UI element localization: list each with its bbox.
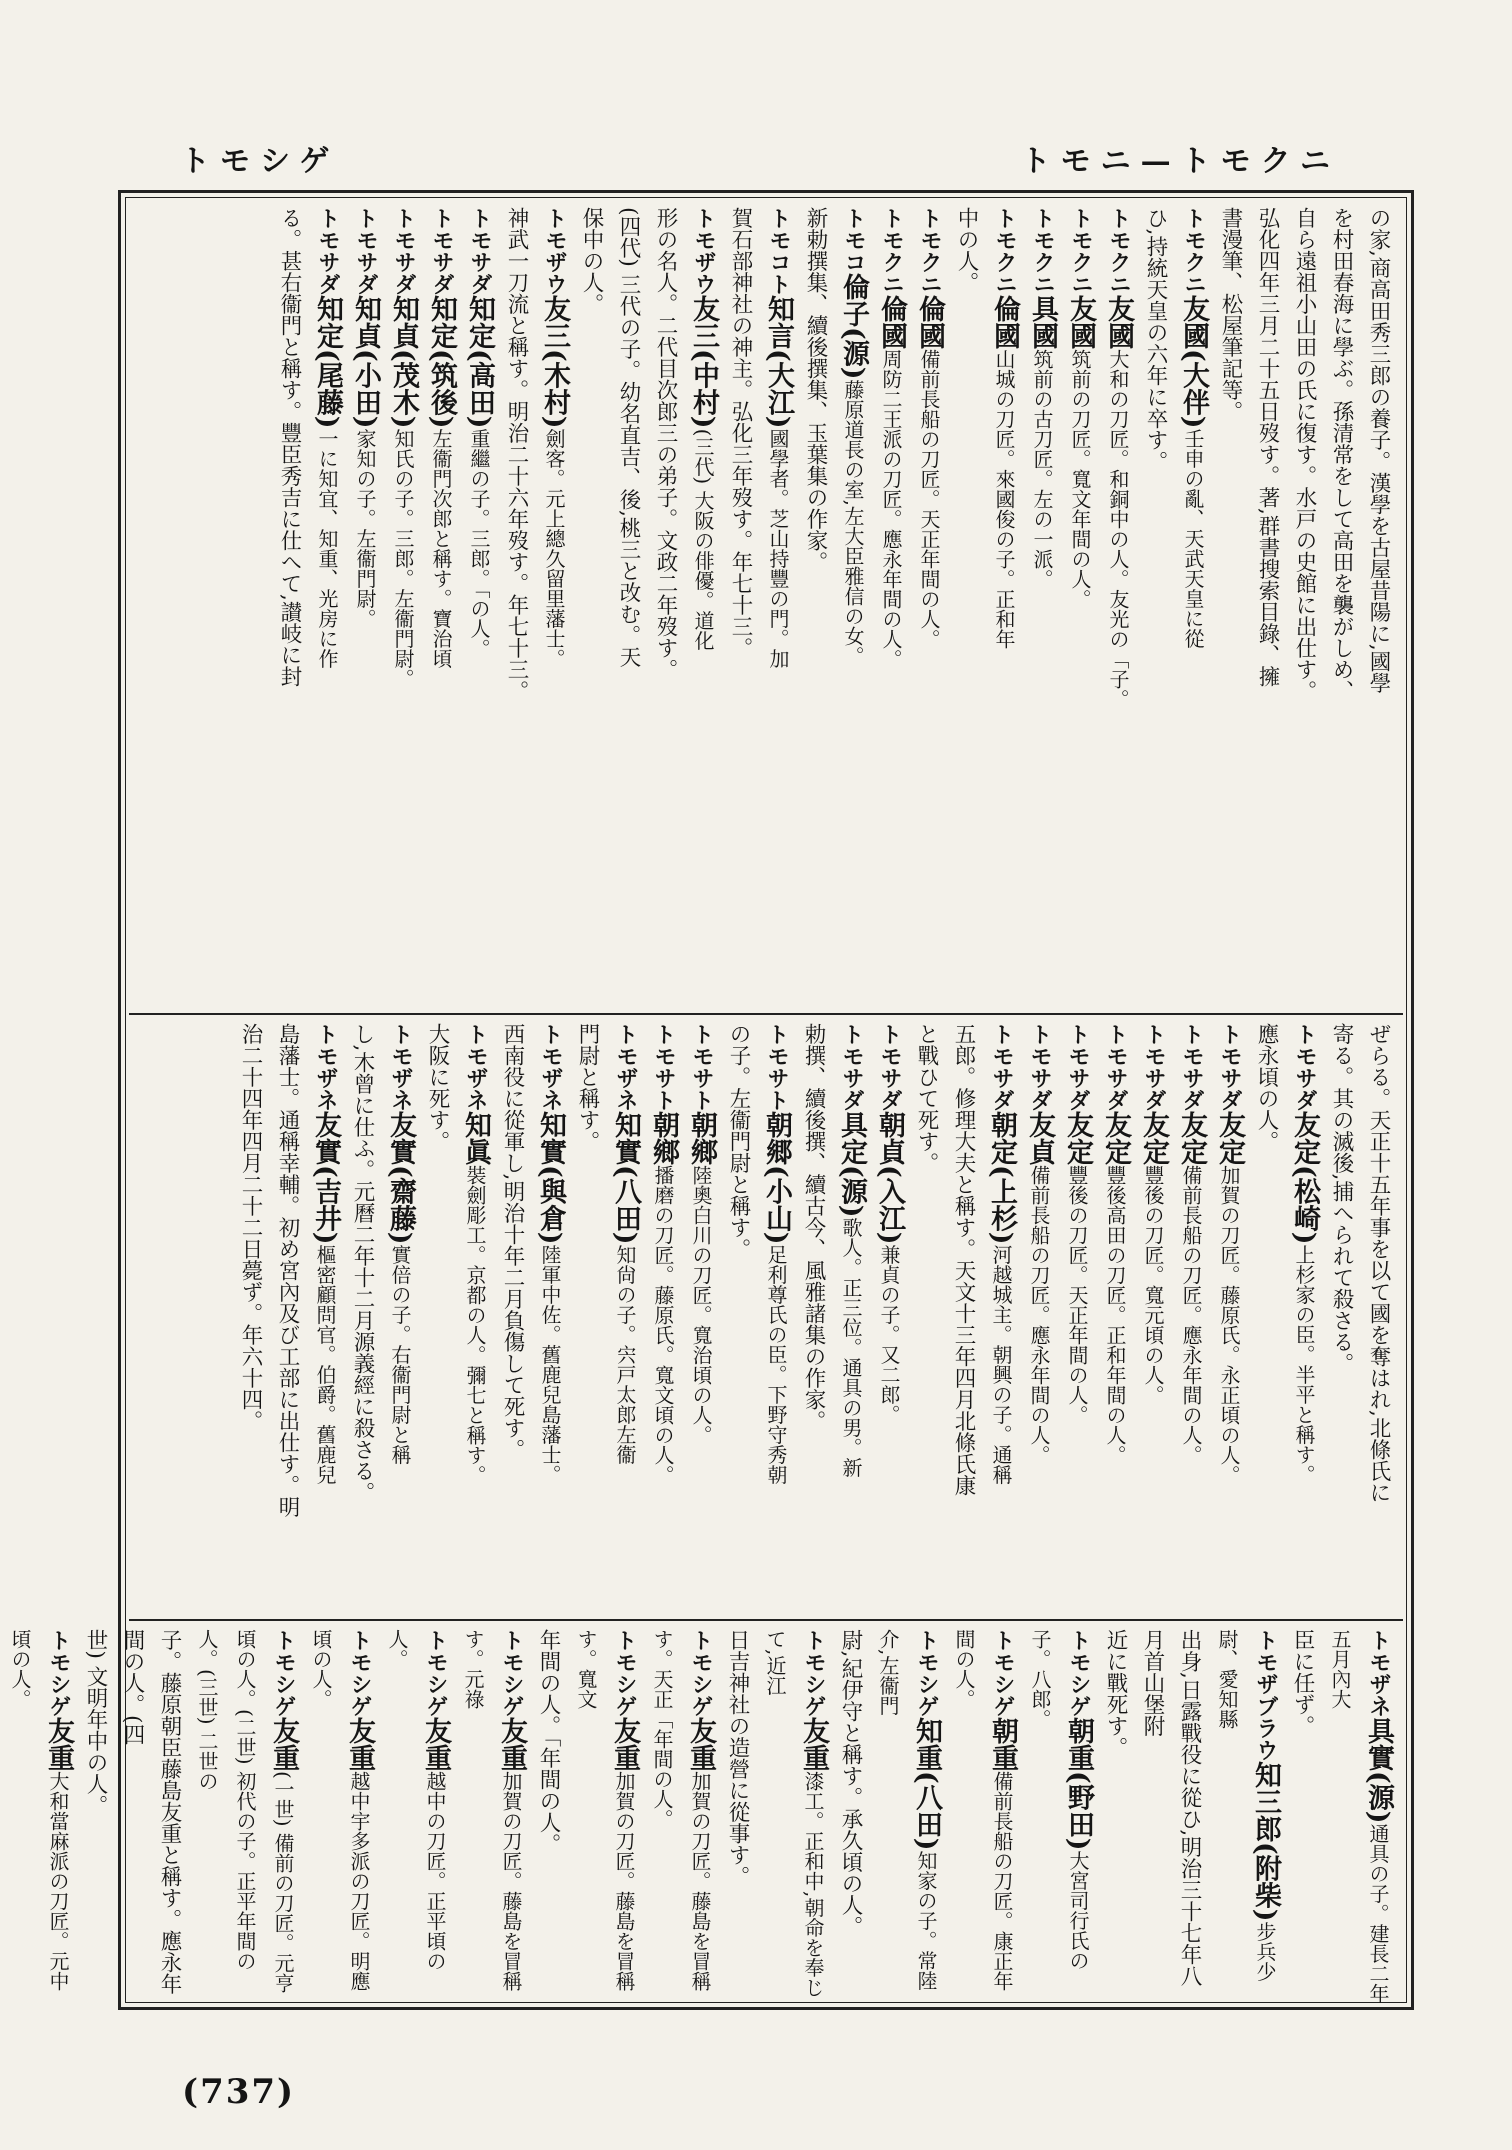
entry-headword: 友貞 [1024, 1111, 1055, 1165]
dictionary-entry [945, 1629, 1021, 2005]
dictionary-entry [985, 207, 1023, 1007]
entry-definition: 重繼の子。三郎。「の人。 [467, 428, 491, 659]
entry-definition: 知氏の子。三郎。左衞門尉。 [391, 428, 415, 689]
entry-reading: トモサト [689, 1023, 714, 1111]
entry-continuation: 中の人。 [954, 207, 979, 293]
entry-headword: 知貞(小田) [350, 295, 381, 429]
dictionary-entry [454, 1629, 530, 2005]
entry-reading: トモサダ [1292, 1023, 1317, 1111]
entry-definition: 歌人。正三位。通具の男。新 [839, 1217, 863, 1478]
entry-definition: 加賀の刀匠。藤島を冒稱す。元祿 [461, 1629, 523, 1991]
dictionary-entry [910, 207, 948, 1007]
entry-definition: 陸奧白川の刀匠。寬治頃の人。 [689, 1165, 713, 1445]
entry-reading: トモサダ [1179, 1023, 1204, 1111]
entry-headword: 具實(源) [1363, 1717, 1394, 1824]
entry-definition: (三代) 大阪の俳優。道化 [691, 428, 715, 651]
entry-headword: 朝鄉 [686, 1111, 717, 1165]
entry-definition: 足利尊氏の臣。下野守秀朝 [764, 1244, 788, 1485]
dictionary-entry [834, 207, 872, 1007]
dictionary-entry [302, 1629, 378, 2005]
entry-continuation: 治二十四年四月二十二日薨ず。年六十四。 [238, 1023, 263, 1432]
header-left: トモニ—トモクニ [1020, 144, 1340, 179]
section-divider [129, 1013, 1403, 1015]
dictionary-entry [1021, 1629, 1097, 2005]
dictionary-entry [1023, 207, 1061, 1007]
entry-continuation: 近に戰死す。 [1103, 1629, 1128, 1758]
entry-reading: トモシゲ [914, 1629, 939, 1717]
entry-definition: 大和當麻派の刀匠。元中頃の人。 [8, 1629, 70, 1991]
entry-continuation: 島藩士。通稱幸輔。初め宮內及び工部に出仕す。明 [275, 1023, 300, 1518]
entry-reading: トモクニ [1068, 207, 1093, 295]
section-3 [8, 1629, 1397, 2005]
dictionary-entry [1061, 207, 1099, 1007]
entry-definition: 知家の子。常陸介,左衞門 [876, 1629, 938, 1991]
entry-reading: トモサダ [429, 207, 454, 295]
entry-definition: 備前長船の刀匠。應永年間の人。 [1027, 1165, 1051, 1465]
entry-headword: 知定(高田) [464, 295, 495, 429]
dictionary-entry [306, 1023, 344, 1613]
dictionary-entry [378, 1629, 454, 2005]
entry-reading: トモサダ [1103, 1023, 1128, 1111]
dictionary-entry [757, 1023, 795, 1613]
dictionary-entry [1172, 1023, 1210, 1613]
dictionary-entry [982, 1023, 1020, 1613]
entry-definition: 筑前の古刀匠。左の一派。 [1030, 349, 1054, 589]
entry-definition: 加賀の刀匠。藤島を冒稱す。寬文 [574, 1629, 636, 1991]
entry-definition: 國學者。芝山持豐の門。加 [766, 428, 790, 669]
dictionary-entry [460, 207, 498, 1007]
entry-headword: 友重 [609, 1717, 640, 1771]
entry-headword: 知定(尾藤) [312, 295, 343, 429]
entry-definition: 播磨の刀匠。藤原氏。寬文頃の人。 [651, 1165, 675, 1485]
dictionary-entry [346, 207, 384, 1007]
entry-headword: 朝重 [987, 1717, 1018, 1771]
dictionary-entry [1208, 1629, 1284, 2005]
entry-definition: 備前長船の刀匠。應永年間の人。 [1179, 1165, 1203, 1465]
entry-headword: 友定(松崎) [1289, 1111, 1320, 1245]
entry-continuation: と戰ひて死す。 [914, 1023, 939, 1174]
entry-continuation: ぜらる。天正十五年事を以て國を奪はれ,北條氏に [1366, 1023, 1391, 1503]
entry-headword: 友定 [1176, 1111, 1207, 1165]
entry-reading: トモクニ [1181, 207, 1206, 295]
entry-continuation: 門尉と稱す。 [575, 1023, 600, 1152]
entry-reading: トモサダ [1027, 1023, 1052, 1111]
dictionary-entry [308, 207, 346, 1007]
entry-continuation: 尉,紀伊守と稱す。承久頃の人。 [838, 1629, 863, 1937]
entry-continuation: 寄る。其の滅後,捕へられて殺さる。 [1329, 1023, 1354, 1374]
entry-headword: 友國 [1103, 295, 1134, 349]
dictionary-entry [1099, 207, 1137, 1007]
entry-headword: 友重 [420, 1717, 451, 1771]
entry-continuation: 形の名人。二代目次郎三の弟子。文政二年歿す。 [653, 207, 678, 680]
entry-headword: 知眞 [460, 1111, 491, 1165]
entry-reading: トモシゲ [688, 1629, 713, 1717]
entry-definition: 知尙の子。宍戸太郎左衞 [613, 1244, 637, 1465]
entry-headword: 知重(八田) [911, 1717, 942, 1851]
page-number: (737) [182, 2072, 296, 2112]
entry-continuation: 臣に任ず。 [1290, 1629, 1315, 1737]
entry-definition: 步兵少尉、愛知縣 [1215, 1629, 1277, 1982]
entry-reading: トモザネ [313, 1023, 338, 1111]
entry-continuation: の子。左衞門尉と稱す。 [726, 1023, 751, 1260]
entry-headword: 知實(八田) [610, 1111, 641, 1245]
entry-definition: 備前長船の刀匠。天正年間の人。 [917, 349, 941, 649]
entry-headword: 具國 [1027, 295, 1058, 349]
entry-continuation: 自ら遠祖小山田の氏に復す。水戸の史館に出仕す。 [1292, 207, 1317, 702]
entry-reading: トモクニ [992, 207, 1017, 295]
entry-reading: トモシゲ [990, 1629, 1015, 1717]
entry-reading: トモシゲ [423, 1629, 448, 1717]
dictionary-entry [682, 1023, 720, 1613]
entry-definition: 實倍の子。右衞門尉と稱 [388, 1244, 412, 1465]
header-right: トモシゲ [180, 144, 340, 179]
entry-definition: 豐後の刀匠。天正年間の人。 [1065, 1165, 1089, 1425]
dictionary-entry [644, 1023, 682, 1613]
entry-headword: 知實(與倉) [535, 1111, 566, 1245]
dictionary-entry [1321, 1629, 1397, 2005]
dictionary-entry [1285, 1023, 1323, 1613]
entry-reading: トモサダ [467, 207, 492, 295]
entry-headword: 友重 [685, 1717, 716, 1771]
entry-headword: 友重 [798, 1717, 829, 1771]
entry-continuation: 日吉神社の造營に從事す。 [725, 1629, 750, 1887]
entry-reading: トモザネ [538, 1023, 563, 1111]
entry-reading: トモクニ [879, 207, 904, 295]
entry-headword: 友定 [1062, 1111, 1093, 1165]
dictionary-entry [1210, 1023, 1248, 1613]
entry-definition: 樞密顧問官。伯爵。舊鹿兒 [313, 1244, 337, 1485]
entry-reading: トモザネ [613, 1023, 638, 1111]
page-header [180, 132, 1340, 184]
entry-continuation: 大阪に死す。 [425, 1023, 450, 1152]
entry-continuation: 年間の人。「年間の人。 [536, 1629, 561, 1855]
entry-headword: 友定 [1138, 1111, 1169, 1165]
entry-reading: トモシゲ [271, 1629, 296, 1717]
entry-headword: 友重 [344, 1717, 375, 1771]
entry-headword: 倫國 [989, 295, 1020, 349]
entry-reading: トモサダ [391, 207, 416, 295]
entry-headword: 知貞(茂木) [388, 295, 419, 429]
entry-definition: 備前長船の刀匠。康正年間の人。 [952, 1629, 1014, 1991]
entry-definition: 越中の刀匠。正平頃の人。 [385, 1629, 447, 1971]
entry-headword: 朝郷(小山) [761, 1111, 792, 1245]
entry-continuation: 保中の人。 [579, 207, 604, 315]
entry-headword: 友三(木村) [539, 295, 570, 429]
entry-continuation: 書漫筆、松屋筆記等。 [1218, 207, 1243, 422]
entry-reading: トモコト [766, 207, 791, 295]
entry-headword: 友國 [1065, 295, 1096, 349]
entry-definition: 一に知宜、知重、光房に作 [315, 428, 339, 669]
entry-headword: 友定 [1214, 1111, 1245, 1165]
dictionary-entry [1096, 1023, 1134, 1613]
entry-headword: 知三郎(附柴) [1250, 1761, 1281, 1922]
entry-definition: 劍客。元上總久留里藩士。 [542, 428, 566, 669]
entry-continuation: 應永頃の人。 [1254, 1023, 1279, 1152]
entry-continuation: 子。藤原朝臣藤島友重と稱す。應永年間の人。(四 [120, 1629, 182, 1995]
entry-headword: 友重 [496, 1717, 527, 1771]
entry-continuation: を村田春海に學ぶ。孫清常をして高田を襲がしめ、 [1329, 207, 1354, 702]
dictionary-entry [188, 1629, 302, 2005]
entry-continuation: 新勅撰集、續後撰集、玉葉集の作家。 [803, 207, 828, 573]
section-2 [135, 1023, 1397, 1613]
entry-reading: トモシゲ [46, 1629, 71, 1717]
entry-continuation: 勅撰、續後撰、續古今、風雅諸集の作家。 [801, 1023, 826, 1432]
entry-continuation: 弘化四年三月二十五日歿す。著,群書搜索目錄、擁 [1255, 207, 1280, 687]
dictionary-entry [422, 207, 460, 1007]
entry-reading: トモクニ [917, 207, 942, 295]
dictionary-entry [456, 1023, 494, 1613]
entry-definition: 豐後高田の刀匠。正和年間の人。 [1103, 1165, 1127, 1465]
entry-definition: 筑前の刀匠。寬文年間の人。 [1068, 349, 1092, 609]
entry-headword: 友實(齋藤) [385, 1111, 416, 1245]
entry-reading: トモサダ [315, 207, 340, 295]
entry-definition: 藤原道長の室,左大臣雅信の女。 [841, 379, 865, 666]
entry-reading: トモシゲ [499, 1629, 524, 1717]
entry-headword: 倫子(源) [838, 273, 869, 380]
entry-reading: トモサダ [1217, 1023, 1242, 1111]
entry-headword: 友重 [268, 1717, 299, 1771]
dictionary-frame [8, 190, 1414, 2010]
entry-continuation: ひ,持統天皇の六年に卒す。 [1143, 207, 1168, 472]
dictionary-entry [606, 1023, 644, 1613]
entry-continuation: 賀石部神社の神主。弘化三年歿す。年七十三。 [728, 207, 753, 659]
dictionary-entry [869, 1629, 945, 2005]
dictionary-entry [872, 207, 910, 1007]
section-divider [129, 1619, 1403, 1621]
entry-reading: トモサダ [877, 1023, 902, 1111]
entry-headword: 朝貞(入江) [874, 1111, 905, 1245]
entry-continuation: の家,商高田秀三郎の養子。漢學を古屋昔陽に,國學 [1366, 207, 1391, 694]
dictionary-entry [1058, 1023, 1096, 1613]
dictionary-entry [535, 207, 573, 1007]
entry-continuation: 出身,日露戰役に從ひ,明治三十七年八月首山堡附 [1140, 1629, 1202, 1987]
entry-headword: 朝鄉 [648, 1111, 679, 1165]
entry-definition: 左衞門次郎と稱す。寶治頃 [429, 428, 453, 669]
entry-headword: 朝重(野田) [1063, 1717, 1094, 1851]
entry-continuation: (四代) 三代の子。幼名直吉、後,桃三と改む。天 [616, 207, 641, 668]
entry-definition: 山城の刀匠。來國俊の子。正和年 [992, 349, 1016, 649]
entry-reading: トモサダ [839, 1023, 864, 1111]
entry-continuation: 世) 文明年中の人。 [83, 1629, 108, 1817]
dictionary-entry [1134, 1023, 1172, 1613]
entry-definition: 裝劍彫工。京都の人。彌七と稱す。 [463, 1165, 487, 1485]
entry-definition: 壬申の亂、天武天皇に從 [1181, 428, 1205, 649]
entry-reading: トモサダ [989, 1023, 1014, 1111]
entry-headword: 友國(大伴) [1178, 295, 1209, 429]
entry-reading: トモザブラウ [1253, 1629, 1278, 1761]
entry-headword: 友三(中村) [688, 295, 719, 429]
entry-headword: 朝定(上杉) [986, 1111, 1017, 1245]
entry-headword: 友定 [1100, 1111, 1131, 1165]
entry-headword: 友實(吉井) [310, 1111, 341, 1245]
entry-reading: トモザネ [1366, 1629, 1391, 1717]
entry-headword: 具定(源) [836, 1111, 867, 1218]
entry-headword: 倫國 [876, 295, 907, 349]
dictionary-entry [1020, 1023, 1058, 1613]
entry-reading: トモクニ [1106, 207, 1131, 295]
entry-definition: 河越城主。朝興の子。通稱 [989, 1244, 1013, 1485]
entry-definition: 大宮司行氏の子。八郎。 [1028, 1629, 1090, 1971]
entry-headword: 友重 [43, 1717, 74, 1771]
entry-definition: (一世) 備前の刀匠。元亨頃の人。(二世) 初代の子。正平年間の人。(三世) 二世の [195, 1629, 295, 1993]
entry-definition: 大和の刀匠。和銅中の人。友光の「子。 [1106, 349, 1130, 709]
entry-reading: トモザウ [542, 207, 567, 295]
dictionary-entry [0, 1629, 1, 2005]
entry-reading: トモザネ [388, 1023, 413, 1111]
dictionary-entry [756, 1629, 832, 2005]
entry-reading: トモサト [764, 1023, 789, 1111]
entry-continuation: る。甚右衞門と稱す。豐臣秀吉に仕へて,讃岐に封 [277, 207, 302, 687]
entry-definition: 周防二王派の刀匠。應永年間の人。 [879, 349, 903, 669]
entry-reading: トモシゲ [612, 1629, 637, 1717]
entry-reading: トモザウ [691, 207, 716, 295]
entry-reading: トモシゲ [801, 1629, 826, 1717]
entry-reading: トモクニ [1030, 207, 1055, 295]
entry-headword: 倫國 [914, 295, 945, 349]
entry-definition: 加賀の刀匠。藤原氏。永正頃の人。 [1217, 1165, 1241, 1485]
entry-definition: 陸軍中佐。舊鹿兒島藩士。 [538, 1244, 562, 1485]
entry-reading: トモザネ [463, 1023, 488, 1111]
entry-headword: 知定(筑後) [426, 295, 457, 429]
dictionary-entry [1174, 207, 1212, 1007]
entry-definition: 家知の子。左衞門尉。 [353, 428, 377, 629]
entry-definition: 兼貞の子。又二郎。 [877, 1244, 901, 1425]
entry-definition: 越中宇多派の刀匠。明應頃の人。 [309, 1629, 371, 1991]
entry-definition: 豐後の刀匠。寬元頃の人。 [1141, 1165, 1165, 1405]
dictionary-entry [384, 207, 422, 1007]
entry-continuation: 五郎。修理大夫と稱す。天文十三年四月北條氏康 [951, 1023, 976, 1496]
entry-definition: 漆工。正和中,朝命を奉じて,近江 [763, 1629, 825, 1998]
dictionary-entry [381, 1023, 419, 1613]
dictionary-entry [870, 1023, 908, 1613]
section-1 [135, 207, 1397, 1007]
entry-headword: 知言(大江) [763, 295, 794, 429]
entry-reading: トモシゲ [1066, 1629, 1091, 1717]
dictionary-entry [759, 207, 797, 1007]
dictionary-entry [567, 1629, 643, 2005]
entry-reading: トモサト [651, 1023, 676, 1111]
entry-reading: トモサダ [353, 207, 378, 295]
entry-reading: トモサダ [1141, 1023, 1166, 1111]
dictionary-entry [1, 1629, 77, 2005]
entry-reading: トモシゲ [347, 1629, 372, 1717]
dictionary-entry [531, 1023, 569, 1613]
entry-reading: トモコ [841, 207, 866, 273]
entry-reading: トモサダ [1065, 1023, 1090, 1111]
entry-continuation: し,木曾に仕ふ。元曆二年十二月源義經に殺さる。 [350, 1023, 375, 1503]
entry-continuation: 西南役に從軍し,明治十年二月負傷して死す。 [500, 1023, 525, 1460]
entry-continuation: 神武一刀流と稱す。明治二十六年歿す。年七十三。 [504, 207, 529, 702]
dictionary-entry [643, 1629, 719, 2005]
dictionary-entry [684, 207, 722, 1007]
entry-definition: 加賀の刀匠。藤島を冒稱す。天正「年間の人。 [650, 1629, 712, 1991]
entry-definition: 通具の子。建長二年五月內大 [1328, 1629, 1390, 2004]
entry-definition: 上杉家の臣。半平と稱す。 [1292, 1244, 1316, 1485]
dictionary-entry [832, 1023, 870, 1613]
